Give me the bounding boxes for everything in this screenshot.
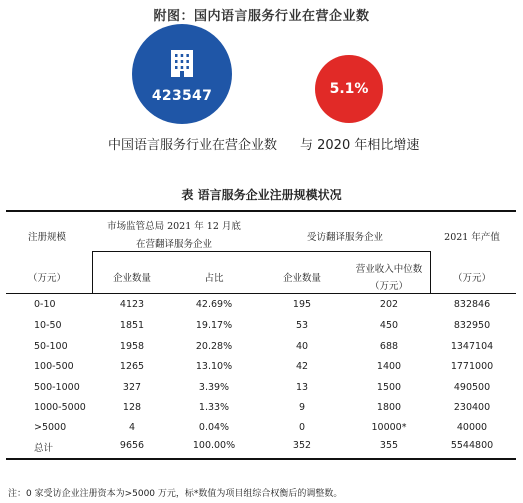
cell-scale: 500-1000: [34, 382, 80, 393]
cell-output: 832950: [453, 320, 491, 331]
cell-count2: 195: [292, 299, 312, 310]
cell-median: 355: [379, 440, 399, 451]
cell-share: 42.69%: [195, 299, 233, 310]
cell-count2: 0: [298, 422, 306, 433]
header-output: 2021 年产值: [444, 232, 500, 243]
header-output-unit: （万元）: [452, 273, 492, 284]
cell-median: 1500: [376, 382, 402, 393]
header-market-line1: 市场监管总局 2021 年 12 月底: [107, 221, 241, 232]
cell-scale: 总计: [34, 443, 54, 454]
cell-scale: 100-500: [34, 361, 74, 372]
cell-output: 5544800: [450, 440, 494, 451]
cell-share: 3.39%: [198, 382, 230, 393]
growth-rate-circle: [315, 55, 383, 123]
header-divider-left: [92, 251, 93, 293]
table-bottom-rule: [6, 458, 516, 460]
header-bottom-rule: [6, 293, 516, 294]
cell-scale: 10-50: [34, 320, 62, 331]
table-footnote: 注：0 家受访企业注册资本为>5000 万元，标*数值为项目组综合权衡后的调整数。: [8, 489, 343, 499]
cell-count2: 9: [298, 402, 306, 413]
table-top-rule: [6, 210, 516, 212]
cell-share: 13.10%: [195, 361, 233, 372]
cell-median: 1800: [376, 402, 402, 413]
cell-count: 128: [122, 402, 142, 413]
growth-rate-value: 5.1%: [329, 81, 369, 97]
growth-rate-caption: 与 2020 年相比增速: [300, 138, 420, 153]
header-share: 占比: [204, 273, 224, 284]
enterprise-count-caption: 中国语言服务行业在营企业数: [108, 138, 278, 153]
cell-share: 20.28%: [195, 341, 233, 352]
header-scale-unit: （万元）: [27, 273, 67, 284]
cell-share: 0.04%: [198, 422, 230, 433]
header-sub-rule: [92, 251, 430, 252]
cell-share: 100.00%: [192, 440, 236, 451]
cell-count: 4: [128, 422, 136, 433]
cell-share: 1.33%: [198, 402, 230, 413]
figure-title: 附图：国内语言服务行业在营企业数: [153, 9, 370, 24]
cell-count: 9656: [119, 440, 145, 451]
cell-count2: 42: [295, 361, 309, 372]
cell-median: 202: [379, 299, 399, 310]
cell-output: 1771000: [450, 361, 494, 372]
header-market-line2: 在营翻译服务企业: [135, 239, 213, 250]
cell-scale: 50-100: [34, 341, 68, 352]
header-count: 企业数量: [112, 273, 152, 284]
header-count2: 企业数量: [282, 273, 322, 284]
cell-output: 1347104: [450, 341, 494, 352]
cell-count: 4123: [119, 299, 145, 310]
cell-output: 490500: [453, 382, 491, 393]
cell-count: 1851: [119, 320, 145, 331]
cell-count: 1958: [119, 341, 145, 352]
cell-scale: >5000: [34, 422, 67, 433]
header-interviewed: 受访翻译服务企业: [306, 232, 384, 243]
cell-count2: 352: [292, 440, 312, 451]
enterprise-count-value: 423547: [151, 88, 213, 104]
cell-scale: 1000-5000: [34, 402, 86, 413]
header-median-line2: （万元）: [369, 281, 409, 292]
cell-count2: 40: [295, 341, 309, 352]
table-title: 表 语言服务企业注册规模状况: [181, 188, 342, 202]
cell-share: 19.17%: [195, 320, 233, 331]
header-divider-right: [430, 251, 431, 293]
cell-median: 10000*: [371, 422, 407, 433]
cell-output: 832846: [453, 299, 491, 310]
cell-output: 40000: [456, 422, 488, 433]
cell-count2: 53: [295, 320, 309, 331]
building-icon: [169, 48, 195, 82]
cell-median: 1400: [376, 361, 402, 372]
enterprise-count-circle: [132, 24, 232, 124]
cell-count2: 13: [295, 382, 309, 393]
cell-median: 688: [379, 341, 399, 352]
header-scale: 注册规模: [27, 232, 67, 243]
cell-output: 230400: [453, 402, 491, 413]
header-median-line1: 营业收入中位数: [355, 264, 423, 275]
cell-count: 327: [122, 382, 142, 393]
cell-scale: 0-10: [34, 299, 56, 310]
cell-median: 450: [379, 320, 399, 331]
cell-count: 1265: [119, 361, 145, 372]
